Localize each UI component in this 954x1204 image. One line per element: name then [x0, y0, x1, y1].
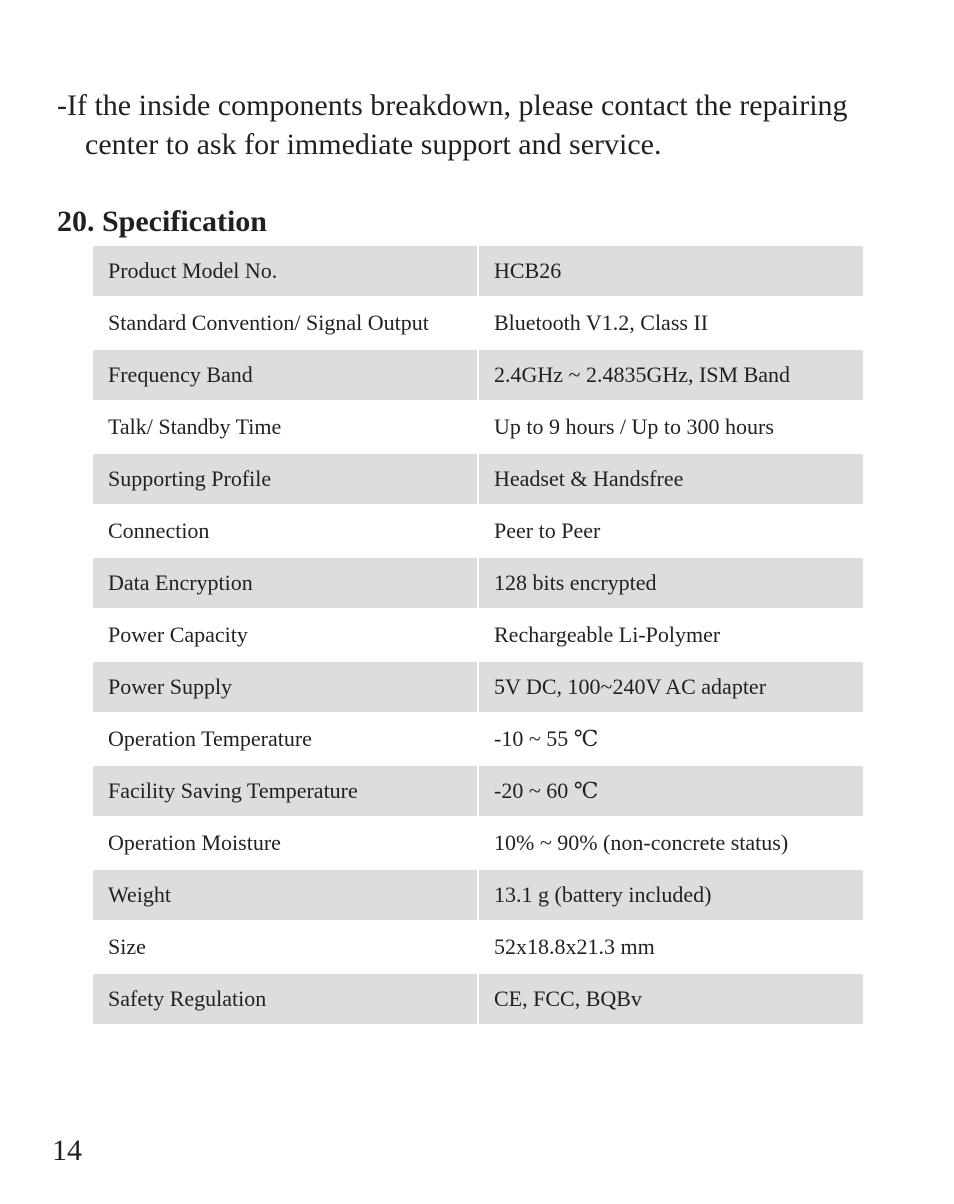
table-row: [93, 714, 863, 764]
section-heading: 20. Specification: [57, 205, 267, 238]
spec-label: Talk/ Standby Time: [108, 414, 282, 439]
spec-label: Connection: [108, 518, 210, 543]
spec-value: 52x18.8x21.3 mm: [494, 934, 655, 959]
table-row: [93, 558, 863, 608]
spec-value: Headset & Handsfree: [479, 454, 863, 504]
spec-label: Product Model No.: [93, 246, 477, 296]
spec-value: 5V DC, 100~240V AC adapter: [479, 662, 863, 712]
spec-value: CE, FCC, BQBv: [479, 974, 863, 1024]
table-row: [93, 350, 863, 400]
spec-label: Safety Regulation: [93, 974, 477, 1024]
table-row: [93, 454, 863, 504]
intro-line-2: center to ask for immediate support and service.: [85, 128, 662, 161]
spec-label: Operation Moisture: [108, 830, 281, 855]
intro-paragraph: [57, 86, 917, 164]
table-row: [93, 974, 863, 1024]
spec-label: Frequency Band: [93, 350, 477, 400]
table-row: [93, 922, 863, 972]
intro-line-1: -If the inside components breakdown, please contact the repairing: [57, 89, 848, 122]
table-row: [93, 402, 863, 452]
spec-label: Data Encryption: [93, 558, 477, 608]
spec-value: 2.4GHz ~ 2.4835GHz, ISM Band: [479, 350, 863, 400]
table-row: [93, 246, 863, 296]
table-row: [93, 298, 863, 348]
table-row: [93, 610, 863, 660]
spec-value: 128 bits encrypted: [479, 558, 863, 608]
spec-value: Bluetooth V1.2, Class II: [494, 310, 709, 335]
spec-value: -20 ~ 60 ℃: [479, 766, 863, 816]
spec-label: Supporting Profile: [93, 454, 477, 504]
spec-label: Size: [108, 934, 146, 959]
spec-label: Power Supply: [93, 662, 477, 712]
spec-label: Standard Convention/ Signal Output: [108, 310, 429, 335]
spec-value: -10 ~ 55 ℃: [494, 726, 599, 751]
spec-label: Power Capacity: [108, 622, 248, 647]
spec-label: Operation Temperature: [108, 726, 312, 751]
spec-value: Peer to Peer: [494, 518, 601, 543]
page-number: 14: [52, 1134, 82, 1167]
spec-label: Weight: [93, 870, 477, 920]
spec-value: HCB26: [479, 246, 863, 296]
table-row: [93, 766, 863, 816]
spec-value: 10% ~ 90% (non-concrete status): [494, 830, 789, 855]
specification-table: [93, 246, 863, 1026]
table-row: [93, 506, 863, 556]
spec-value: 13.1 g (battery included): [479, 870, 863, 920]
table-row: [93, 870, 863, 920]
spec-value: Rechargeable Li-Polymer: [494, 622, 721, 647]
spec-label: Facility Saving Temperature: [93, 766, 477, 816]
table-row: [93, 818, 863, 868]
table-row: [93, 662, 863, 712]
spec-value: Up to 9 hours / Up to 300 hours: [494, 414, 774, 439]
